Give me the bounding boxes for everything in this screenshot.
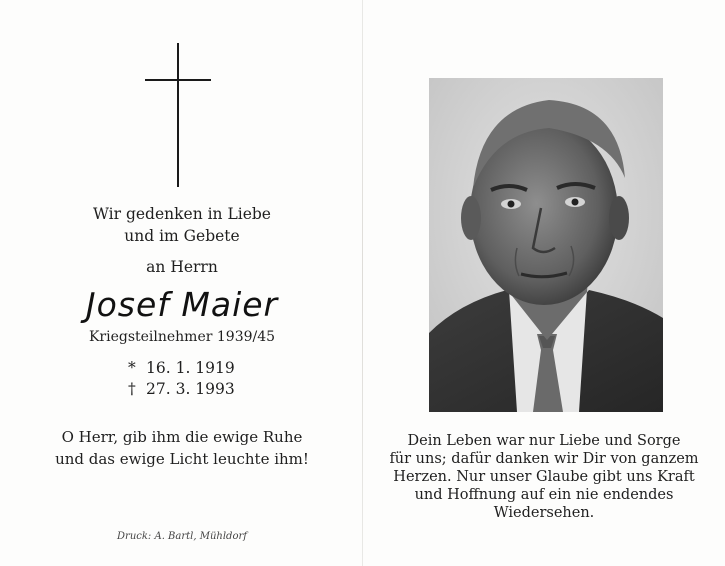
- printer-credit: Druck: A. Bartl, Mühldorf: [117, 531, 247, 542]
- prayer-text: [40, 426, 324, 470]
- quote-line-1: Dein Leben war nur Liebe und Sorge: [407, 433, 681, 449]
- prayer-line-1: O Herr, gib ihm die ewige Ruhe: [61, 428, 303, 446]
- herrn-text: an Herrn: [146, 258, 218, 276]
- farewell-quote: [383, 432, 705, 522]
- birth-row: [128, 358, 298, 379]
- quote-line-2: für uns; dafür danken wir Dir von ganzem: [389, 451, 699, 467]
- quote-line-3: Herzen. Nur unser Glaube gibt uns Kraft: [393, 469, 695, 485]
- quote-line-4: und Hoffnung auf ein nie endendes: [414, 487, 674, 503]
- life-dates: [128, 358, 298, 400]
- remembrance-text: [40, 203, 324, 247]
- death-symbol: †: [128, 380, 136, 398]
- remembrance-line-1: Wir gedenken in Liebe: [93, 205, 271, 223]
- portrait-photo: [429, 78, 663, 412]
- left-panel: [0, 0, 362, 566]
- remembrance-line-2: und im Gebete: [124, 227, 240, 245]
- deceased-role: Kriegsteilnehmer 1939/45: [88, 329, 276, 345]
- deceased-name: Josef Maier: [85, 285, 279, 324]
- prayer-line-2: und das ewige Licht leuchte ihm!: [55, 450, 309, 468]
- cross-icon: [145, 43, 213, 187]
- death-date: 27. 3. 1993: [146, 380, 235, 398]
- birth-symbol: *: [128, 359, 136, 377]
- right-panel: [363, 0, 725, 566]
- birth-date: 16. 1. 1919: [146, 359, 235, 377]
- quote-line-5: Wiedersehen.: [493, 505, 595, 521]
- death-row: [128, 379, 298, 400]
